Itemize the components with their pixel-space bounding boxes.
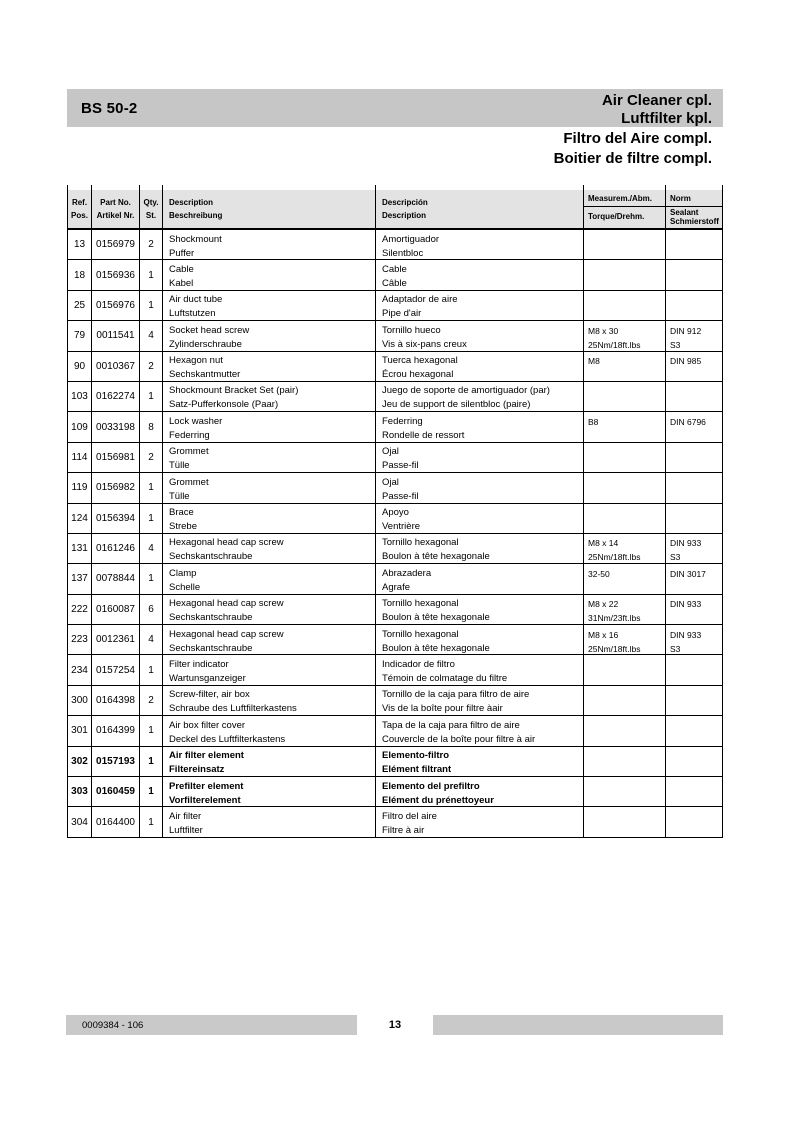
part-no-cell: 0164399 [91,716,139,745]
description-es-fr-cell: Filtro del aire Filtre à air [375,807,583,836]
description-en-de-cell: Screw-filter, air box Schraube des Luftfilterkastens [162,686,375,715]
title-bar [67,89,723,127]
part-no-cell: 0156936 [91,260,139,289]
description-en-de-cell: Socket head screw Zylinderschraube [162,321,375,350]
ref-pos-cell: 222 [67,595,91,624]
description-es-fr-cell: Indicador de filtro Témoin de colmatage du filtre [375,655,583,684]
qty-cell: 1 [139,564,162,593]
ref-pos-cell: 137 [67,564,91,593]
qty-cell: 1 [139,473,162,502]
description-es-fr-cell: Tornillo hexagonal Boulon à tête hexagonale [375,595,583,624]
header-description-es-fr: Descripción Description [375,190,583,228]
page-number: 13 [388,1019,402,1031]
description-es-fr-cell: Tornillo hueco Vis à six-pans creux [375,321,583,350]
norm-sealant-cell: DIN 933 [665,595,723,624]
table-row [67,352,722,382]
norm-sealant-cell [665,686,723,715]
norm-sealant-cell [665,230,723,259]
description-en-de-cell: Shockmount Puffer [162,230,375,259]
norm-sealant-cell [665,777,723,806]
norm-sealant-cell [665,382,723,411]
footer-doc-bar [66,1015,357,1035]
table-row [67,230,722,260]
table-row [67,625,722,655]
footer-right-bar [433,1015,723,1035]
table-row [67,716,722,746]
norm-sealant-cell [665,716,723,745]
part-no-cell: 0157254 [91,655,139,684]
header-ref-pos: Ref. Pos. [67,190,91,228]
description-es-fr-cell: Ojal Passe-fil [375,443,583,472]
title-es: Filtro del Aire compl. [563,130,712,147]
part-no-cell: 0160459 [91,777,139,806]
part-no-cell: 0157193 [91,747,139,776]
description-es-fr-cell: Amortiguador Silentbloc [375,230,583,259]
norm-sealant-cell [665,291,723,320]
part-no-cell: 0156982 [91,473,139,502]
norm-sealant-cell [665,655,723,684]
qty-cell: 8 [139,412,162,441]
qty-cell: 4 [139,321,162,350]
qty-cell: 4 [139,625,162,654]
description-en-de-cell: Grommet Tülle [162,473,375,502]
ref-pos-cell: 18 [67,260,91,289]
description-es-fr-cell: Adaptador de aire Pipe d'air [375,291,583,320]
measurem-torque-cell: M8 x 14 25Nm/18ft.lbs [583,534,665,563]
table-row [67,443,722,473]
description-es-fr-cell: Tornillo hexagonal Boulon à tête hexagonale [375,625,583,654]
measurem-torque-cell [583,382,665,411]
ref-pos-cell: 114 [67,443,91,472]
measurem-torque-cell [583,716,665,745]
norm-sealant-cell: DIN 6796 [665,412,723,441]
description-en-de-cell: Hexagon nut Sechskantmutter [162,352,375,381]
ref-pos-cell: 13 [67,230,91,259]
measurem-torque-cell [583,655,665,684]
doc-number: 0009384 - 106 [82,1019,144,1031]
table-row [67,686,722,716]
description-es-fr-cell: Cable Câble [375,260,583,289]
table-row [67,260,722,290]
norm-sealant-cell: DIN 933 S3 [665,534,723,563]
measurem-torque-cell: M8 x 30 25Nm/18ft.lbs [583,321,665,350]
description-es-fr-cell: Abrazadera Agrafe [375,564,583,593]
description-es-fr-cell: Federring Rondelle de ressort [375,412,583,441]
table-row [67,564,722,594]
ref-pos-cell: 124 [67,504,91,533]
description-en-de-cell: Prefilter element Vorfilterelement [162,777,375,806]
description-en-de-cell: Clamp Schelle [162,564,375,593]
qty-cell: 4 [139,534,162,563]
description-es-fr-cell: Elemento-filtro Elément filtrant [375,747,583,776]
norm-sealant-cell [665,443,723,472]
qty-cell: 1 [139,747,162,776]
description-en-de-cell: Lock washer Federring [162,412,375,441]
ref-pos-cell: 304 [67,807,91,836]
ref-pos-cell: 223 [67,625,91,654]
description-en-de-cell: Hexagonal head cap screw Sechskantschraube [162,534,375,563]
measurem-torque-cell [583,807,665,836]
description-en-de-cell: Hexagonal head cap screw Sechskantschraube [162,625,375,654]
qty-cell: 1 [139,807,162,836]
description-en-de-cell: Air filter element Filtereinsatz [162,747,375,776]
table-row [67,473,722,503]
description-en-de-cell: Grommet Tülle [162,443,375,472]
description-en-de-cell: Air duct tube Luftstutzen [162,291,375,320]
norm-sealant-cell [665,504,723,533]
description-en-de-cell: Filter indicator Wartunsganzeiger [162,655,375,684]
ref-pos-cell: 109 [67,412,91,441]
qty-cell: 1 [139,777,162,806]
part-no-cell: 0160087 [91,595,139,624]
title-de: Luftfilter kpl. [621,110,712,127]
parts-table [67,185,723,838]
part-no-cell: 0156981 [91,443,139,472]
norm-sealant-cell [665,807,723,836]
description-es-fr-cell: Tapa de la caja para filtro de aire Couvercle de la boîte pour filtre à air [375,716,583,745]
measurem-torque-cell: B8 [583,412,665,441]
table-row [67,412,722,442]
part-no-cell: 0156976 [91,291,139,320]
qty-cell: 6 [139,595,162,624]
measurem-torque-cell: 32-50 [583,564,665,593]
ref-pos-cell: 90 [67,352,91,381]
table-row [67,595,722,625]
qty-cell: 1 [139,260,162,289]
norm-sealant-cell [665,260,723,289]
part-no-cell: 0164398 [91,686,139,715]
ref-pos-cell: 79 [67,321,91,350]
measurem-torque-cell: M8 x 22 31Nm/23ft.lbs [583,595,665,624]
description-en-de-cell: Hexagonal head cap screw Sechskantschraube [162,595,375,624]
description-es-fr-cell: Tornillo de la caja para filtro de aire Vis de la boîte pour filtre àair [375,686,583,715]
description-en-de-cell: Air box filter cover Deckel des Luftfilterkastens [162,716,375,745]
part-no-cell: 0156394 [91,504,139,533]
header-qty: Qty. St. [139,190,162,228]
table-row [67,807,722,837]
qty-cell: 1 [139,716,162,745]
ref-pos-cell: 119 [67,473,91,502]
part-no-cell: 0011541 [91,321,139,350]
measurem-torque-cell [583,747,665,776]
norm-sealant-cell: DIN 985 [665,352,723,381]
ref-pos-cell: 25 [67,291,91,320]
title-block-bar [602,92,712,128]
table-row [67,382,722,412]
measurem-torque-cell [583,260,665,289]
header-norm-sealant: Norm Sealant Schmierstoff [665,190,723,228]
description-en-de-cell: Brace Strebe [162,504,375,533]
model-label: BS 50-2 [81,99,138,117]
ref-pos-cell: 301 [67,716,91,745]
measurem-torque-cell: M8 x 16 25Nm/18ft.lbs [583,625,665,654]
description-es-fr-cell: Ojal Passe-fil [375,473,583,502]
measurem-torque-cell [583,504,665,533]
norm-sealant-cell: DIN 912 S3 [665,321,723,350]
table-row [67,534,722,564]
part-no-cell: 0161246 [91,534,139,563]
ref-pos-cell: 103 [67,382,91,411]
qty-cell: 1 [139,655,162,684]
norm-sealant-cell [665,473,723,502]
part-no-cell: 0162274 [91,382,139,411]
part-no-cell: 0010367 [91,352,139,381]
table-row [67,747,722,777]
title-block-sub [67,129,712,169]
part-no-cell: 0156979 [91,230,139,259]
norm-sealant-cell: DIN 3017 [665,564,723,593]
description-en-de-cell: Shockmount Bracket Set (pair) Satz-Pufferkonsole (Paar) [162,382,375,411]
title-en: Air Cleaner cpl. [601,92,712,109]
measurem-torque-cell: M8 [583,352,665,381]
qty-cell: 2 [139,443,162,472]
description-es-fr-cell: Tornillo hexagonal Boulon à tête hexagonale [375,534,583,563]
measurem-torque-cell [583,473,665,502]
table-row [67,504,722,534]
description-en-de-cell: Cable Kabel [162,260,375,289]
qty-cell: 2 [139,352,162,381]
qty-cell: 2 [139,230,162,259]
qty-cell: 1 [139,504,162,533]
table-row [67,321,722,351]
ref-pos-cell: 234 [67,655,91,684]
ref-pos-cell: 300 [67,686,91,715]
part-no-cell: 0033198 [91,412,139,441]
description-es-fr-cell: Tuerca hexagonal Écrou hexagonal [375,352,583,381]
part-no-cell: 0164400 [91,807,139,836]
ref-pos-cell: 131 [67,534,91,563]
qty-cell: 1 [139,382,162,411]
header-measurem-torque: Measurem./Abm. Torque/Drehm. [583,190,665,228]
header-description-en-de: Description Beschreibung [162,190,375,228]
measurem-torque-cell [583,230,665,259]
table-row [67,291,722,321]
norm-sealant-cell: DIN 933 S3 [665,625,723,654]
norm-sealant-cell [665,747,723,776]
part-no-cell: 0078844 [91,564,139,593]
table-header [67,190,723,230]
measurem-torque-cell [583,443,665,472]
measurem-torque-cell [583,291,665,320]
description-es-fr-cell: Apoyo Ventrière [375,504,583,533]
qty-cell: 1 [139,291,162,320]
header-part-no: Part No. Artikel Nr. [91,190,139,228]
description-en-de-cell: Air filter Luftfilter [162,807,375,836]
title-fr: Boitier de filtre compl. [553,150,712,167]
ref-pos-cell: 302 [67,747,91,776]
table-body [67,230,723,838]
table-row [67,777,722,807]
table-row [67,655,722,685]
description-es-fr-cell: Juego de soporte de amortiguador (par) Jeu de support de silentbloc (paire) [375,382,583,411]
measurem-torque-cell [583,686,665,715]
measurem-torque-cell [583,777,665,806]
description-es-fr-cell: Elemento del prefiltro Elément du prénettoyeur [375,777,583,806]
ref-pos-cell: 303 [67,777,91,806]
part-no-cell: 0012361 [91,625,139,654]
qty-cell: 2 [139,686,162,715]
